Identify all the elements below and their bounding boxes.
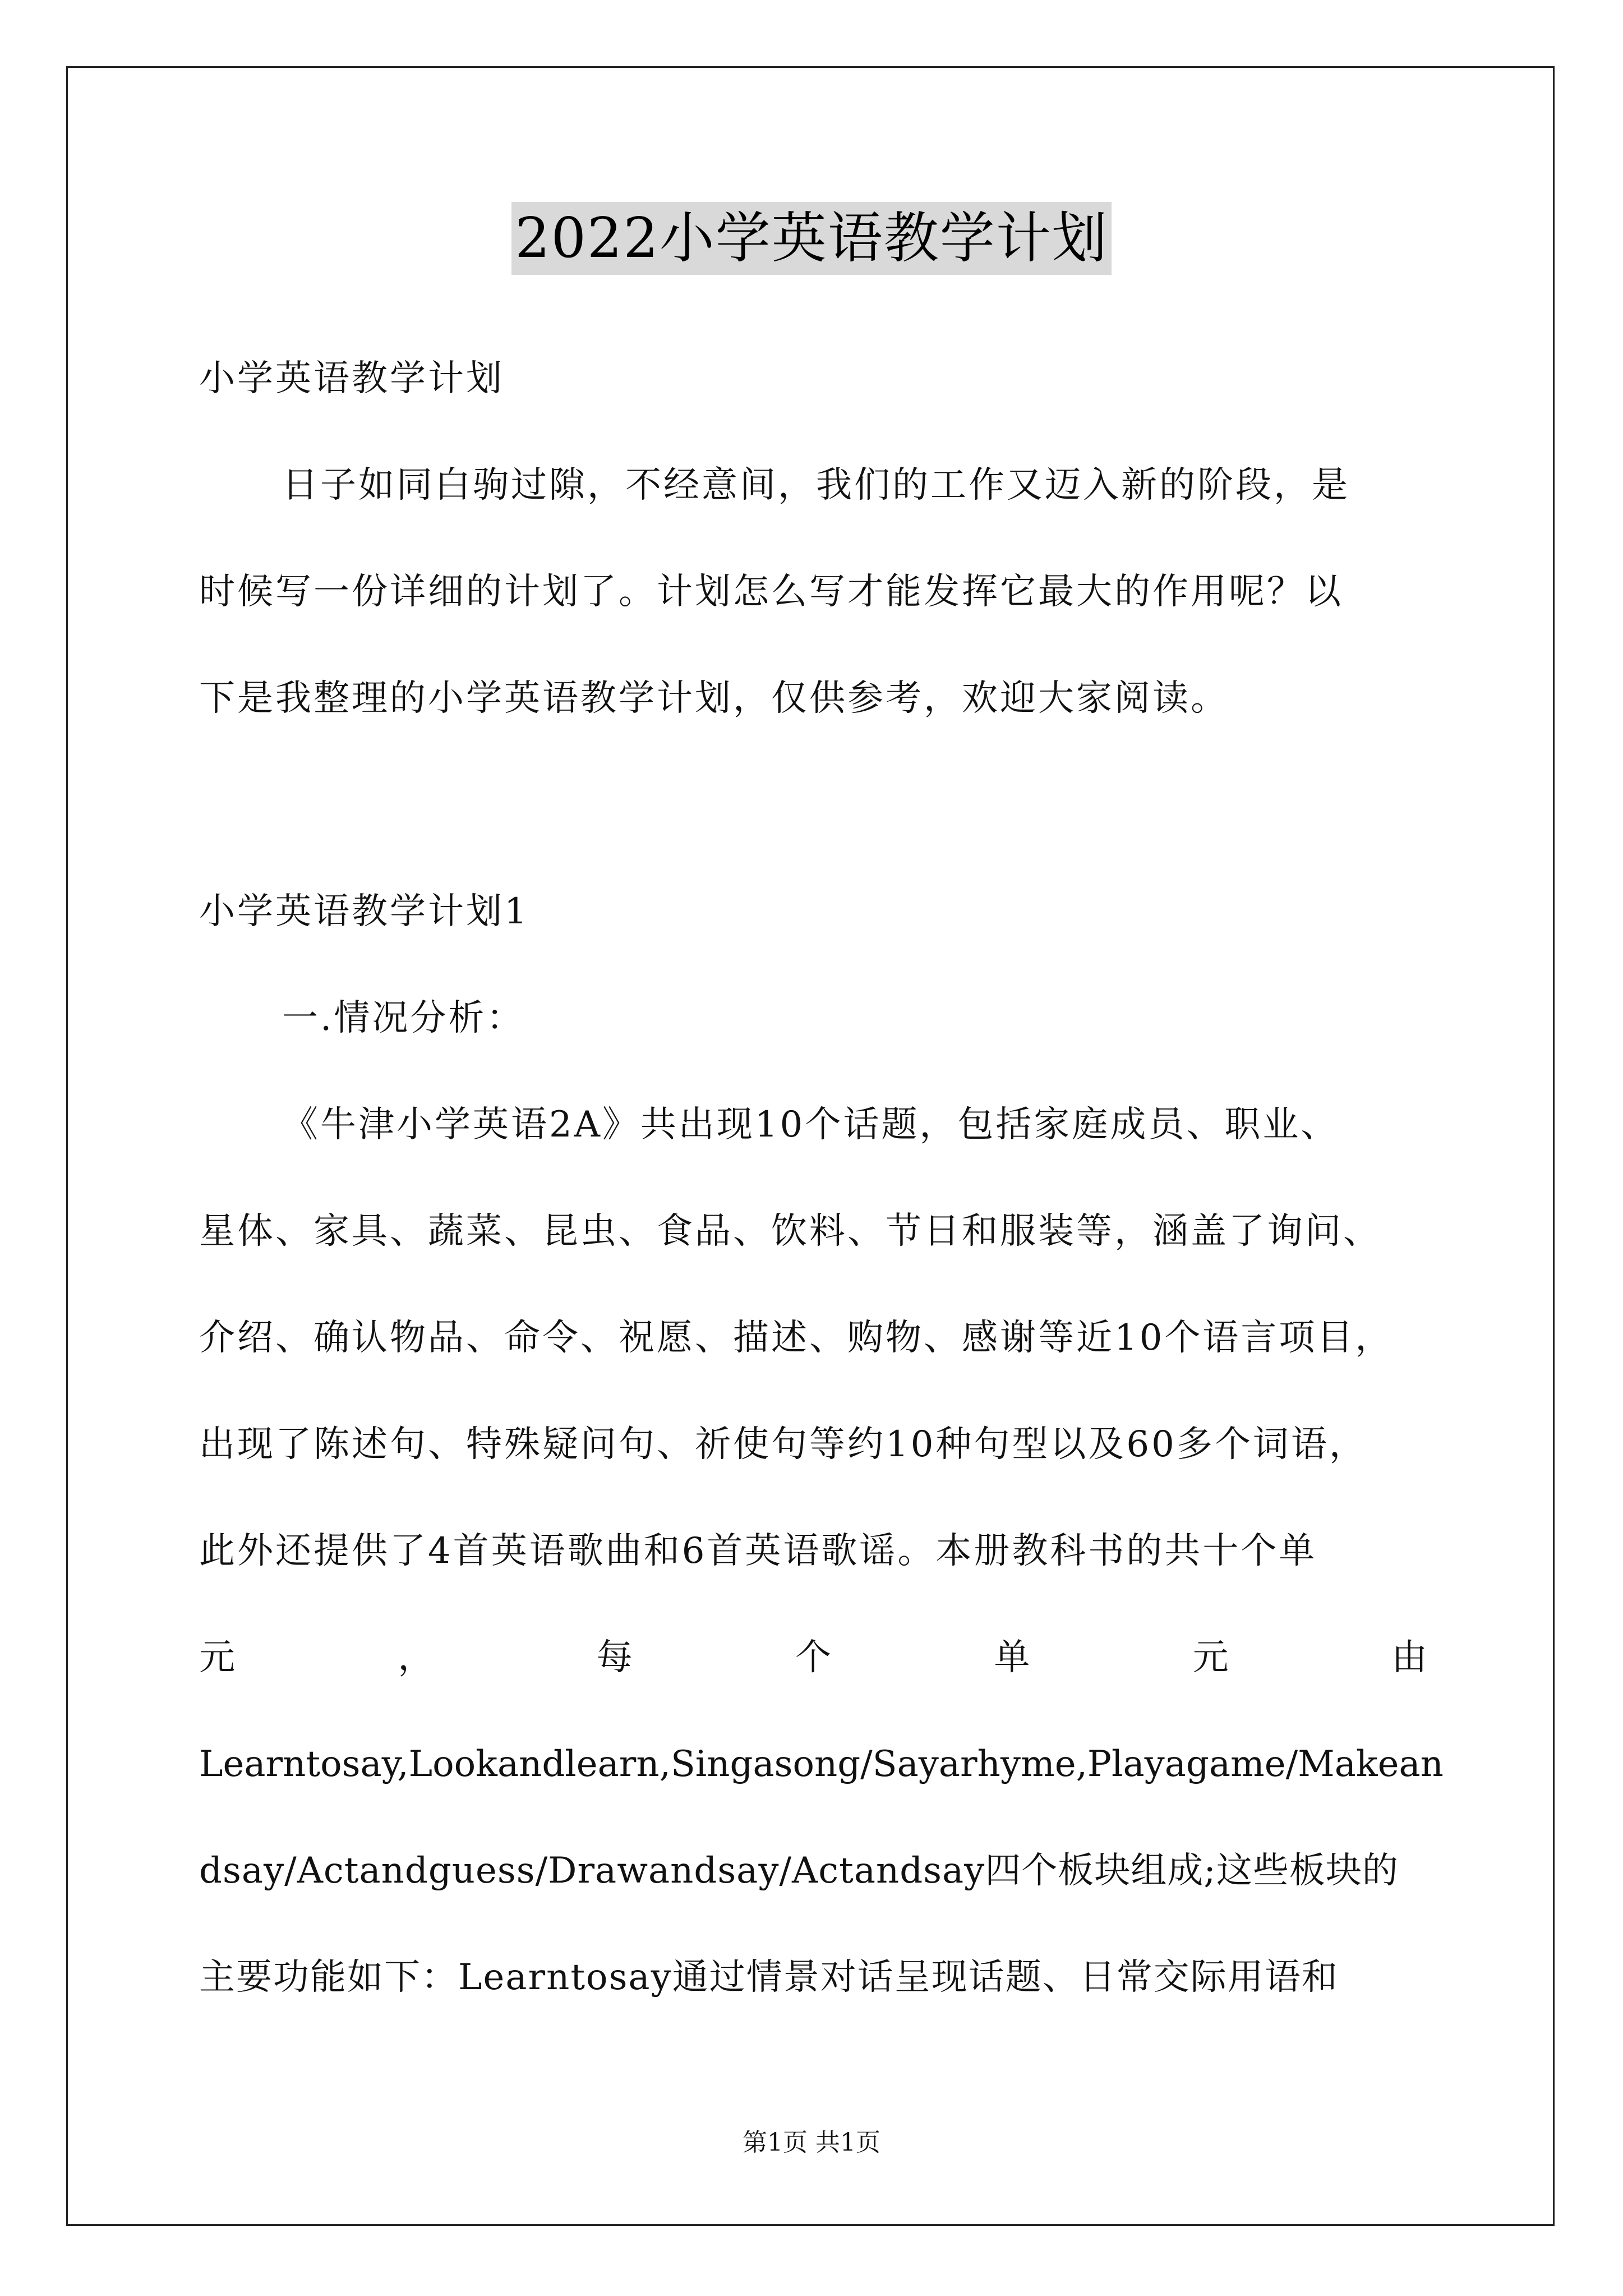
justified-char: 个 [795, 1637, 831, 1678]
subsection-heading: 一.情况分析： [282, 997, 525, 1039]
body-line: 星体、家具、蔬菜、昆虫、食品、饮料、节日和服装等，涵盖了询问、 [199, 1211, 1381, 1252]
body-line: 此外还提供了4首英语歌曲和6首英语歌谣。本册教科书的共十个单 [199, 1530, 1317, 1572]
justified-char: ， [398, 1637, 434, 1678]
section-heading: 小学英语教学计划1 [199, 891, 529, 932]
intro-line: 日子如同白驹过隙，不经意间，我们的工作又迈入新的阶段，是 [282, 464, 1350, 506]
body-line: Learntosay,Lookandlearn,Singasong/Sayarhyme,Playagame/Makean [199, 1743, 1444, 1785]
body-line: 主要功能如下：Learntosay通过情景对话呈现话题、日常交际用语和 [199, 1957, 1339, 1998]
document-subtitle: 小学英语教学计划 [199, 358, 504, 399]
justified-char: 每 [596, 1637, 633, 1678]
justified-char: 单 [994, 1637, 1030, 1678]
intro-line: 下是我整理的小学英语教学计划，仅供参考，欢迎大家阅读。 [199, 678, 1229, 719]
document-title: 2022小学英语教学计划 [511, 202, 1111, 275]
page-footer: 第1页 共1页 [743, 2128, 880, 2157]
title-container [0, 202, 1623, 275]
justified-char: 由 [1391, 1637, 1427, 1678]
justified-line [199, 1632, 1427, 1683]
body-line: dsay/Actandguess/Drawandsay/Actandsay四个板块组成;这些板块的 [199, 1850, 1399, 1892]
justified-char: 元 [199, 1637, 235, 1678]
body-line: 介绍、确认物品、命令、祝愿、描述、购物、感谢等近10个语言项目， [199, 1317, 1394, 1359]
body-line: 《牛津小学英语2A》共出现10个话题，包括家庭成员、职业、 [282, 1104, 1339, 1145]
justified-char: 元 [1192, 1637, 1229, 1678]
body-line: 出现了陈述句、特殊疑问句、祈使句等约10种句型以及60多个词语， [199, 1424, 1367, 1465]
intro-line: 时候写一份详细的计划了。计划怎么写才能发挥它最大的作用呢？以 [199, 571, 1343, 613]
